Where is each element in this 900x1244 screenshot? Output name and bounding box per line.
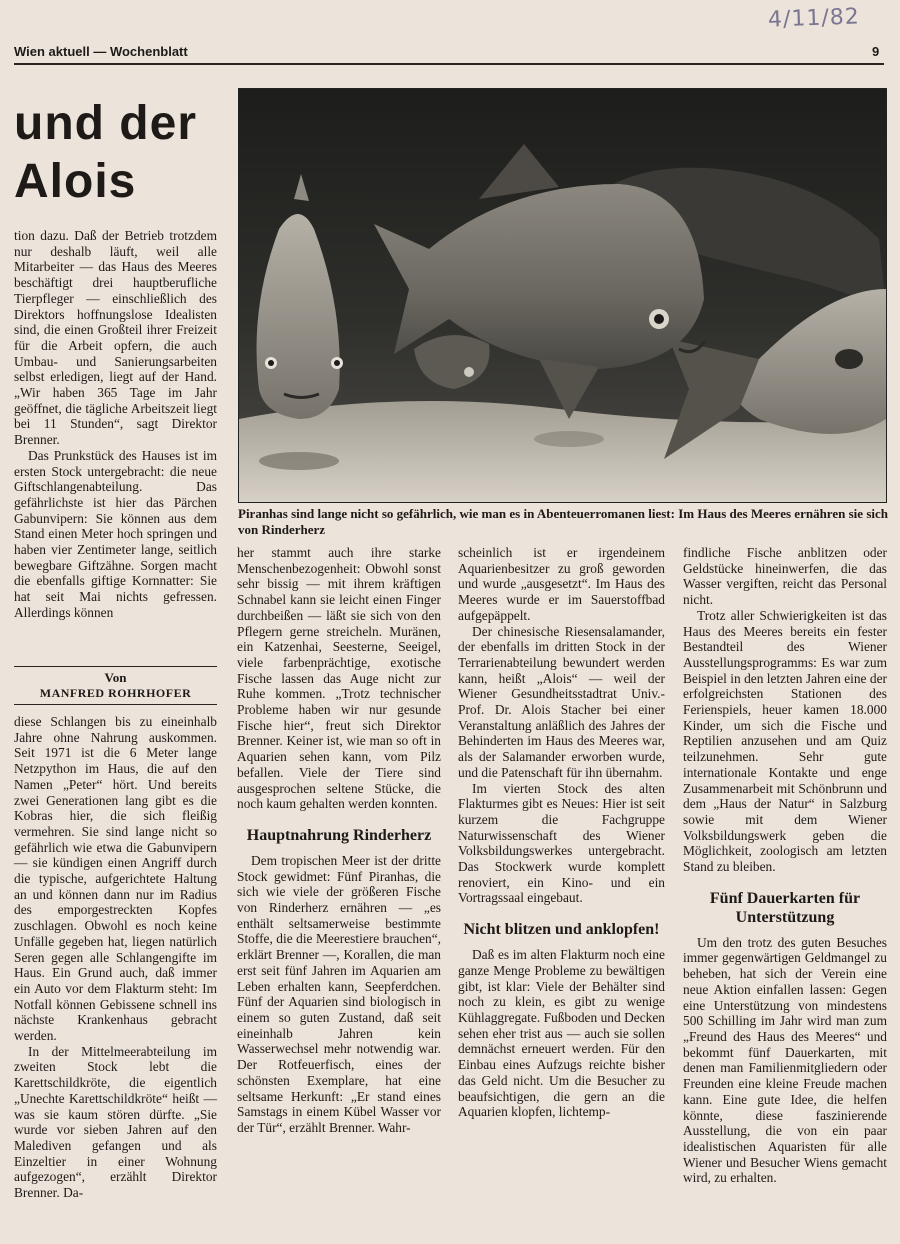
piranha-photo bbox=[238, 88, 887, 503]
paragraph: Dem tropischen Meer ist der dritte Stock gewidmet: Fünf Piranhas, die sich wie viele der größeren Fische von Rinderherz ernähren — „es enthält seltsamerweise bestimmte Stoffe, die die Meerestiere brauchen“, erklärt Brenner —, Korallen, die man erst seit fünf Jahren im Aquarien am Leben erhalten kann, Seepferdchen. Fünf der Aquarien sind biologisch in einem so guten Zustand, daß seit eineinhalb Jahren kein Wasserwechsel mehr notwendig war. Der Rotfeuerfisch, eines der schönsten Exemplare, hat eine seltsame Herkunft: „Er stand eines Samstags in einem Kübel Wasser vor der Tür“, erzählt Brenner. Wahr- bbox=[237, 852, 441, 1135]
headline-line-2: Alois bbox=[14, 155, 137, 208]
paragraph: diese Schlangen bis zu eineinhalb Jahre ohne Nahrung auskommen. Seit 1971 ist die 6 Meter lange Netzpython im Haus, die auf den Namen „Peter“ hört. Und bereits zwei Generationen lang gibt es die Kobras hier, die sich fleißig vermehren. Sie sind lange nicht so gefährlich wie etwa die Gabunvipern — sie kündigen einen Angriff durch die typische, aufgerichtete Haltung an und können dann nur im Radius des emporgestreckten Kopfes zuschlagen. Obwohl es noch keine Unfälle gegeben hat, liegen natürlich Seren gegen alle Schlangengifte im Haus. Ein Grund auch, daß immer ein Auto vor dem Flakturm steht: Im Notfall können Gebissene schnell ins nächste Krankenhaus gebracht werden. bbox=[14, 714, 217, 1044]
paragraph: her stammt auch ihre starke Menschenbezogenheit: Obwohl sonst sehr bissig — mit ihrem kräftigen Schnabel kann sie leicht einen Finger durchbeißen — läßt sie sich von den Pflegern gerne streicheln. Muränen, ein Katzenhai, Seesterne, Seeigel, viele farbenprächtige, exotische Fische lassen das Auge nicht zur Ruhe kommen. „Trotz technischer Probleme haben wir nur gesunde Fische hier“, freut sich Direktor Brenner. Keiner ist, wie man so oft in Aquarien sehen kann, vom Pilz befallen. Viele der Tiere sind ausgesprochen seltene Stücke, die noch kaum gehalten werden konnten. bbox=[237, 545, 441, 812]
headline-line-1: und der bbox=[14, 97, 197, 150]
header-rule bbox=[14, 63, 884, 65]
byline-prefix: Von bbox=[104, 670, 127, 685]
paragraph: scheinlich ist er irgendeinem Aquarienbesitzer zu groß geworden und wurde „ausgesetzt“. Im Haus des Meeres wurde er im Sauerstoffbad aufgepäppelt. bbox=[458, 545, 665, 623]
column-1-bottom bbox=[14, 714, 217, 1201]
column-1-top bbox=[14, 228, 217, 621]
column-3 bbox=[458, 545, 665, 1120]
paragraph: findliche Fische anblitzen oder Geldstücke hineinwerfen, die das Wasser vergiften, reicht das Personal nicht. bbox=[683, 545, 887, 608]
paragraph: tion dazu. Daß der Betrieb trotzdem nur deshalb läuft, weil alle Mitarbeiter — das Haus des Meeres beschäftigt drei hauptberufliche Tierpfleger — einschließlich des Direktors hoffnungslose Idealisten sind, die einen Großteil ihrer Freizeit für die Arbeit opfern, die auch Umbau- und Sanierungsarbeiten selbst erledigen, liegt auf der Hand. „Wir haben 365 Tage im Jahr geöffnet, die tägliche Arbeitszeit liegt bei 11 Stunden“, sagt Direktor Brenner. bbox=[14, 228, 217, 448]
publication-header: Wien aktuell — Wochenblatt bbox=[14, 44, 188, 59]
subheading: Hauptnahrung Rinderherz bbox=[246, 826, 432, 844]
column-2 bbox=[237, 545, 441, 1136]
paragraph: In der Mittelmeerabteilung im zweiten Stock lebt die Karettschildkröte, die eigentlich „Unechte Karettschildkröte“ heißt — was sie kaum stören dürfte. „Sie wurde vor sieben Jahren auf den Malediven gefangen und als Einzeltier in einer Wohnung aufgezogen“, erzählt Direktor Brenner. Da- bbox=[14, 1043, 217, 1201]
page-number: 9 bbox=[872, 44, 880, 59]
photo-caption: Piranhas sind lange nicht so gefährlich, wie man es in Abenteuerromanen liest: Im Haus des Meeres ernähren sie sich von Rinderherz bbox=[238, 506, 888, 537]
column-4 bbox=[683, 545, 887, 1186]
subheading: Fünf Dauerkarten für Unterstützung bbox=[709, 889, 861, 926]
paragraph: Daß es im alten Flakturm noch eine ganze Menge Probleme zu bewältigen gibt, ist klar: Viele der Behälter sind noch zu klein, es gibt zu wenige Kühlaggregate. Fußboden und Decken sehen eher trist aus — auch sie sollen demnächst erneuert werden. Für den Einbau eines Aufzugs reichte bisher das Geld nicht. Um die Besucher zu beaufsichtigen, die gern an die Aquarien klopfen, lichtemp- bbox=[458, 947, 665, 1120]
headline bbox=[14, 95, 234, 211]
paragraph: Im vierten Stock des alten Flakturmes gibt es Neues: Hier ist seit kurzem die Fachgruppe Naturwissenschaft des Wiener Volksbildungswerkes untergebracht. Das Stockwerk wurde komplett renoviert, ein Kino- und ein Vortragssaal eingebaut. bbox=[458, 780, 665, 906]
paragraph: Das Prunkstück des Hauses ist im ersten Stock untergebracht: die neue Giftschlangenabteilung. Das gefährlichste ist hier das Pärchen Gabunvipern: Sie können aus dem Stand einen Meter hoch springen und haben vier Zentimeter lange, seitlich bewegbare Giftzähne. Sorgen macht die ebenfalls giftige Kornnatter: Sie hat seit Mai nichts gefressen. Allerdings können bbox=[14, 447, 217, 620]
byline bbox=[14, 666, 217, 705]
paragraph: Trotz aller Schwierigkeiten ist das Haus des Meeres bereits ein fester Bestandteil des Wiener Ausstellungsprogramms: Es war zum Beispiel in den letzten Jahren eine der erfolgreichsten Stationen des Ferienspiels, heuer kamen 18.000 Kinder, um sich die Fische und Reptilien anzusehen und am Quiz teilzunehmen. Sehr gute internationale Kontakte und enge Zusammenarbeit mit Schönbrunn und dem „Haus der Natur“ in Salzburg sowie mit dem Wiener Volksbildungswerk geben die Möglichkeit, zoologisch am letzten Stand zu bleiben. bbox=[683, 607, 887, 875]
handwritten-date: 4/11/82 bbox=[767, 4, 861, 33]
paragraph: Der chinesische Riesensalamander, der ebenfalls im dritten Stock in der Terrarienabteilung bewundert werden kann, heißt „Alois“ — weil der Wiener Gesundheitsstadtrat Univ.-Prof. Dr. Alois Stacher bei einer Veranstaltung anläßlich des Jahres der Behinderten im Haus des Meeres war, als der Salamander erworben wurde, und die Patenschaft für ihn übernahm. bbox=[458, 623, 665, 780]
byline-author: MANFRED ROHRHOFER bbox=[39, 686, 192, 700]
subheading: Nicht blitzen und anklopfen! bbox=[463, 921, 660, 939]
paragraph: Um den trotz des guten Besuches immer gegenwärtigen Geldmangel zu beheben, hat sich der Verein eine neue Aktion einfallen lassen: Gegen eine Unterstützung von mindestens 500 Schilling im Jahr wird man zum „Freund des Haus des Meeres“ und bekommt fünf Dauerkarten, mit denen man Familienmitgliedern oder Freunden eine kleine Freude machen kann. Eine gute Idee, die helfen könnte, diese faszinierende Ausstellung, die von ein paar idealistischen Aquaristen für alle Wiener und Besucher Wiens gemacht wird, zu erhalten. bbox=[683, 934, 887, 1186]
